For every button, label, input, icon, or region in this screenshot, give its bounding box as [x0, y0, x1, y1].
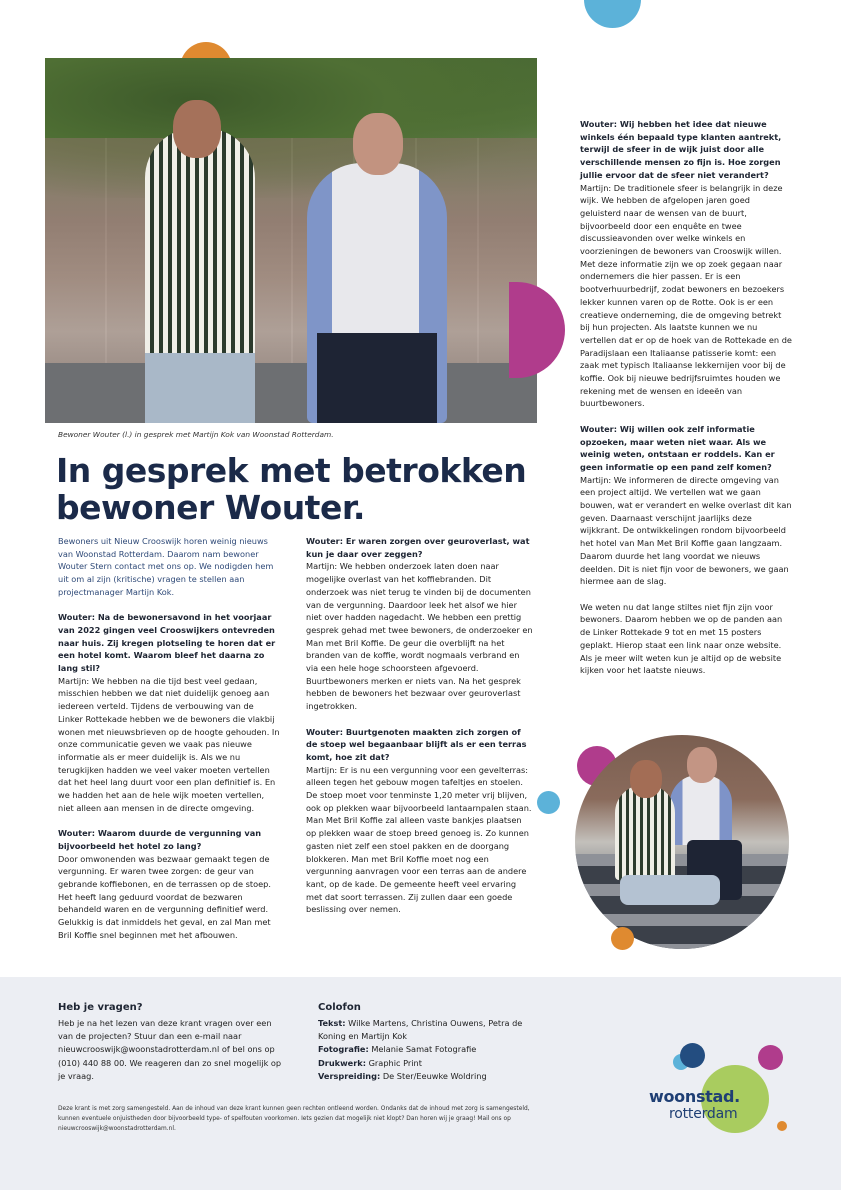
answer: Martijn: Er is nu een vergunning voor een gevelterras: alleen tegen het gebouw mogen tafeltjes en stoelen. De stoep moet voor tenminste 1,20 meter vrij blijven, ook op plekken waar bijvoorbeeld lantaarnpalen staan. Man Met Bril Koffie zal alleen vaste bankjes plaatsen op plekken waar de stoep breed genoeg is. Zo kunnen gasten niet zelf een stoel pakken en de doorgang blokkeren. Man met Bril Koffie moet nog een vergunning aanvragen voor een terras aan de andere kant, op de kade. De gemeente heeft veel ervaring met dat soort terrassen. Zij zullen daar een goede beslissing over nemen.: [306, 764, 532, 915]
logo-text-rotterdam: rotterdam: [669, 1106, 738, 1122]
question: Wouter: Er waren zorgen over geuroverlast, wat kun je daar over zeggen?: [306, 536, 530, 559]
qa-block: [306, 535, 534, 713]
photo-caption: Bewoner Wouter (l.) in gesprek met Martijn Kok van Woonstad Rotterdam.: [58, 430, 334, 439]
article-column-2: [306, 535, 534, 929]
qa-block: [580, 423, 792, 588]
contact-text: [58, 1017, 283, 1083]
contact-text-2: of bel ons op (010) 440 88 00. We reageren dan zo snel mogelijk op je vraag.: [58, 1044, 282, 1081]
qa-block: [580, 118, 792, 410]
article-closing: We weten nu dat lange stiltes niet fijn zijn voor bewoners. Daarom hebben we op de panden aan de Linker Rottekade 9 tot en met 15 posters geplakt. Hierop staat een link naar onze website. Als je meer wilt weten kun je altijd op de website kijken voor het laatste nieuws.: [580, 601, 783, 676]
colofon-row: Fotografie: Melanie Samat Fotografie: [318, 1044, 477, 1055]
question: Wouter: Wij willen ook zelf informatie opzoeken, maar weten niet waar. Als we weinig weten, ontstaan er roddels. Kan er geen informatie op een pand zelf komen?: [580, 423, 775, 472]
question: Wouter: Na de bewonersavond in het voorjaar van 2022 gingen veel Crooswijkers ontevreden naar huis. Zij kregen plotseling te horen dat er een hotel komt. Waarom bleef het daarna zo lang stil?: [58, 612, 276, 674]
contact-title: Heb je vragen?: [58, 1002, 143, 1013]
colofon-section: [318, 1001, 538, 1083]
answer: Martijn: We hebben onderzoek laten doen naar mogelijke overlast van het koffiebranden. Dit onderzoek was niet terug te vinden bij de documenten van de vergunning. Daardoor leek het alsof we hier niet over hadden nagedacht. We hebben een prettig gesprek gehad met twee bewoners, de onderzoeker en Man met Bril Koffie. De geur die overblijft na het branden van de koffie, wordt nogmaals verbrand en via een hele hoge schoorsteen afgevoerd. Buurtbewoners merken er niets van. Na het gesprek hebben de bewoners het bezwaar over geuroverlast ingetrokken.: [306, 561, 533, 712]
round-photo: [575, 735, 789, 949]
disclaimer: Deze krant is met zorg samengesteld. Aan de inhoud van deze krant kunnen geen rechten ontleend worden. Ondanks dat de inhoud met zorg is samengesteld, kunnen eventuele onjuistheden door bijvoorbeeld type- of spelfouten voorkomen. Iets gezien dat mogelijk niet klopt? Dan horen wij je graag! Mail ons op nieuwcrooswijk@woonstadrotterdam.nl.: [58, 1106, 530, 1132]
decorative-dot-orange: [611, 927, 634, 950]
qa-block: [306, 726, 534, 917]
colofon-row: Verspreiding: De Ster/Eeuwke Woldring: [318, 1070, 487, 1081]
colofon-row: Drukwerk: Graphic Print: [318, 1057, 422, 1068]
question: Wouter: Buurtgenoten maakten zich zorgen of de stoep wel begaanbaar blijft als er een terras komt, hoe zit dat?: [306, 726, 527, 762]
answer: Martijn: We informeren de directe omgeving van een project altijd. We vertellen wat we gaan bouwen, wat er verandert en welke overlast dit kan geven. Daarnaast verschijnt jaarlijks deze wijkkrant. De ontwikkelingen rondom bijvoorbeeld het hotel van Man Met Bril Koffie gaan langzaam. Daarom duurde het lang voordat we nieuws deelden. Dit is niet fijn voor de bewoners, we gaan hiermee aan de slag.: [580, 474, 792, 587]
page-title: In gesprek met betrokken bewoner Wouter.: [56, 451, 527, 527]
article-intro: Bewoners uit Nieuw Crooswijk horen weinig nieuws van Woonstad Rotterdam. Daarom nam bewoner Wouter Stern contact met ons op. We nodigden hem uit om al zijn (kritische) vragen te stellen aan projectmanager Martijn Kok.: [58, 536, 274, 597]
article-column-1: [58, 535, 280, 954]
answer: Martijn: De traditionele sfeer is belangrijk in deze wijk. We hebben de afgelopen jaren goed geluisterd naar de wensen van de buurt, bijvoorbeeld door een enquête en twee discussieavonden over welke winkels en voorzieningen de bewoners van Crooswijk willen. Met deze informatie zijn we op zoek gegaan naar ondernemers die hier passen. Er is een bootverhuurbedrijf, zodat bewoners en bezoekers lekker kunnen varen op de Rotte. Ook is er een creatieve onderneming, die de omgeving betrekt bij hun projecten. Als laatste kunnen we nu vertellen dat er op de hoek van de Rottekade en de Paradijslaan een Italiaanse patisserie komt: een zaak met typisch Italiaanse lekkernijen voor bij de koffie. Ook bij nieuwe bedrijfsruimtes houden we rekening met de wensen en ideeën van buurtbewoners.: [580, 182, 792, 409]
colofon-row: Tekst: Wilke Martens, Christina Ouwens, Petra de Koning en Martijn Kok: [318, 1018, 523, 1042]
decorative-dot-light-blue: [537, 791, 560, 814]
contact-section: [58, 1001, 283, 1083]
question: Wouter: Wij hebben het idee dat nieuwe winkels één bepaald type klanten aantrekt, terwijl de sfeer in de wijk juist door alle verschillende mensen zo fijn is. Hoe zorgen jullie ervoor dat de sfeer niet verandert?: [580, 119, 782, 180]
question: Wouter: Waarom duurde de vergunning van bijvoorbeeld het hotel zo lang?: [58, 828, 262, 851]
contact-text-1: Heb je na het lezen van deze krant vragen over een van de projecten? Stuur dan een e-mail naar: [58, 1018, 272, 1042]
decorative-dot-blue-top: [584, 0, 641, 28]
answer: Martijn: We hebben na die tijd best veel gedaan, misschien hebben we dat niet duidelijk genoeg aan iedereen verteld. Tijdens de verbouwing van de Linker Rottekade hebben we de bewoners die vlakbij wonen met nieuwsbrieven op de hoogte gehouden. In onze communicatie geven we vaak pas nieuwe informatie als er meer duidelijk is. Als we nu terugkijken hadden we veel vaker moeten vertellen dat het heel lang duurt voor een plan definitief is. En we hadden het aan de hele wijk moeten vertellen, niet alleen aan mensen in de directe omgeving.: [58, 675, 280, 813]
qa-block: [58, 827, 280, 941]
contact-email-link[interactable]: nieuwcrooswijk@woonstadrotterdam.nl: [58, 1044, 220, 1055]
article-column-3: [580, 118, 792, 690]
answer: Door omwonenden was bezwaar gemaakt tegen de vergunning. Er waren twee zorgen: de geur van gebrande koffiebonen, en de terrassen op de stoep. Het heeft lang geduurd voordat de bezwaren behandeld waren en de vergunning definitief werd. Gelukkig is dat inmiddels het geval, en zal Man met Bril Koffie snel beginnen met het afbouwen.: [58, 853, 271, 940]
qa-block: [58, 611, 280, 814]
decorative-half-dot-magenta: [509, 282, 565, 378]
colofon-title: Colofon: [318, 1002, 361, 1013]
hero-photo: [45, 58, 537, 423]
logo-text-woonstad: woonstad.: [649, 1087, 740, 1106]
woonstad-logo: [648, 1040, 798, 1140]
